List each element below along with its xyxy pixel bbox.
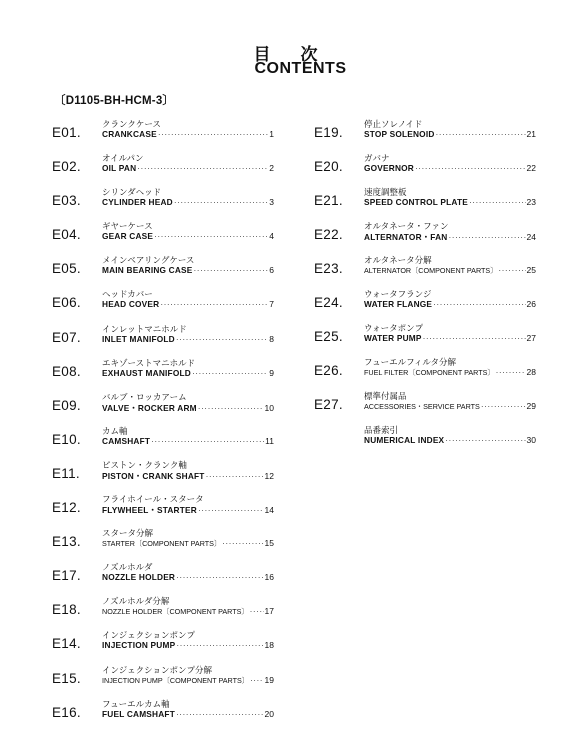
section-title: ACCESSORIES・SERVICE PARTS <box>364 402 480 411</box>
toc-entry[interactable] <box>314 288 536 322</box>
section-title: STOP SOLENOID <box>364 129 435 139</box>
section-title: CYLINDER HEAD <box>102 197 173 208</box>
section-code: E06. <box>52 295 81 311</box>
page-number: 4 <box>269 231 274 242</box>
section-code: E03. <box>52 193 81 209</box>
page-number: 28 <box>526 367 536 377</box>
dot-leader <box>176 709 264 719</box>
section-title: FUEL CAMSHAFT <box>102 708 175 719</box>
page-number: 2 <box>269 163 274 174</box>
section-title-japanese: フライホイール・スタータ <box>102 495 204 506</box>
toc-entry[interactable] <box>314 220 536 254</box>
toc-entry[interactable] <box>52 595 274 629</box>
section-title: CAMSHAFT <box>102 435 151 446</box>
section-code: E25. <box>314 329 343 344</box>
section-code: E09. <box>52 397 81 413</box>
section-title: PISTON・CRANK SHAFT <box>102 470 205 481</box>
toc-entry[interactable] <box>52 698 274 732</box>
dot-leader <box>176 640 263 650</box>
section-code: E05. <box>52 261 81 277</box>
section-line <box>102 197 274 207</box>
toc-entry[interactable] <box>52 220 274 254</box>
toc-entry[interactable] <box>52 629 274 663</box>
dot-leader <box>250 606 264 616</box>
page-number: 19 <box>264 674 274 685</box>
dot-leader <box>423 333 526 343</box>
section-line <box>102 163 274 173</box>
section-code: E13. <box>52 534 81 550</box>
section-code: E07. <box>52 329 81 345</box>
section-code: E10. <box>52 431 81 447</box>
section-code: E04. <box>52 227 81 243</box>
section-code: E21. <box>314 193 343 208</box>
page-number: 9 <box>269 367 274 378</box>
dot-leader <box>151 436 264 446</box>
section-title-japanese: フューエルフィルタ分解 <box>364 358 457 368</box>
page-number: 17 <box>264 606 274 617</box>
section-title: GOVERNOR <box>364 163 415 173</box>
toc-entry[interactable] <box>52 527 274 561</box>
section-code: E08. <box>52 363 81 379</box>
section-title: VALVE・ROCKER ARM <box>102 402 197 413</box>
section-code: E02. <box>52 159 81 175</box>
section-line <box>102 368 274 378</box>
section-title: ALTERNATOR・FAN <box>364 232 448 242</box>
page-number: 11 <box>265 435 274 446</box>
page-number: 18 <box>264 640 274 651</box>
page-title-japanese: 目次 <box>253 45 348 65</box>
section-title: INJECTION PUMP〔COMPONENT PARTS〕 <box>102 675 249 685</box>
dot-leader <box>448 232 525 242</box>
dot-leader <box>154 231 268 241</box>
section-code: E27. <box>314 397 343 412</box>
toc-entry[interactable] <box>314 424 536 458</box>
toc-entry[interactable] <box>52 561 274 595</box>
section-code: E22. <box>314 227 343 242</box>
section-title: WATER FLANGE <box>364 299 433 309</box>
dot-leader <box>222 538 263 548</box>
dot-leader <box>176 572 263 582</box>
section-title-japanese: クランクケース <box>102 120 161 130</box>
section-code: E15. <box>52 670 81 686</box>
page-number: 21 <box>526 129 536 139</box>
section-code: E14. <box>52 636 81 652</box>
page-number: 22 <box>526 163 536 173</box>
section-line <box>364 299 536 309</box>
section-title-japanese: インジェクションポンプ分解 <box>102 665 212 676</box>
section-title-japanese: 停止ソレノイド <box>364 120 423 130</box>
section-title: FUEL FILTER〔COMPONENT PARTS〕 <box>364 368 495 377</box>
toc-entry[interactable] <box>52 357 274 391</box>
section-title: NOZZLE HOLDER <box>102 572 176 583</box>
section-line <box>364 231 536 243</box>
toc-entry[interactable] <box>314 390 536 424</box>
section-title-japanese: オイルパン <box>102 154 144 165</box>
dot-leader <box>250 675 264 685</box>
section-line <box>102 129 274 139</box>
toc-entry[interactable] <box>314 322 536 356</box>
section-line <box>102 470 274 482</box>
page-number: 20 <box>264 708 274 719</box>
toc-entry[interactable] <box>314 254 536 288</box>
section-line <box>364 197 536 207</box>
section-title-japanese: ギヤーケース <box>102 222 153 233</box>
section-title: HEAD COVER <box>102 299 160 310</box>
section-title: MAIN BEARING CASE <box>102 265 193 276</box>
section-title-japanese: 品番索引 <box>364 426 399 436</box>
section-title: GEAR CASE <box>102 231 154 242</box>
section-line <box>364 401 536 412</box>
section-title: OIL PAN <box>102 163 137 174</box>
section-title-japanese: オルタネータ・ファン <box>364 222 449 232</box>
section-code: E17. <box>52 568 81 584</box>
section-title-japanese: スタータ分解 <box>102 529 154 540</box>
dot-leader <box>445 435 525 445</box>
section-code: E01. <box>52 125 81 140</box>
section-line <box>102 402 274 414</box>
section-code: E16. <box>52 704 81 720</box>
dot-leader <box>469 197 526 207</box>
section-title-japanese: カム軸 <box>102 426 128 437</box>
section-title: CRANKCASE <box>102 129 157 139</box>
section-title-japanese: ノズルホルダ <box>102 563 153 574</box>
toc-entry[interactable] <box>52 425 274 459</box>
section-code: E12. <box>52 500 81 516</box>
page-number: 24 <box>526 232 536 242</box>
dot-leader <box>174 197 268 207</box>
toc-entry[interactable] <box>314 186 536 220</box>
section-title-japanese: ピストン・クランク軸 <box>102 460 187 471</box>
toc-entry[interactable] <box>52 459 274 493</box>
section-title-japanese: ノズルホルダ分解 <box>102 597 170 608</box>
section-line <box>102 504 274 516</box>
toc-entry[interactable] <box>52 186 274 220</box>
dot-leader <box>192 368 268 378</box>
dot-leader <box>498 265 525 275</box>
page-number: 12 <box>264 470 274 481</box>
section-title-japanese: フューエルカム軸 <box>102 699 170 710</box>
section-code: E19. <box>314 125 343 140</box>
section-line <box>102 572 274 582</box>
toc-entry[interactable] <box>314 118 536 152</box>
dot-leader <box>481 401 526 411</box>
section-line <box>102 709 274 719</box>
toc-entry[interactable] <box>314 152 536 186</box>
section-line <box>102 606 274 617</box>
section-title-japanese: ヘッドカバー <box>102 290 153 301</box>
section-title-japanese: ウォータフランジ <box>364 290 432 300</box>
dot-leader <box>415 163 526 173</box>
toc-entry[interactable] <box>52 118 274 152</box>
page-number: 29 <box>526 401 536 411</box>
page-number: 8 <box>269 333 274 344</box>
section-line <box>364 265 536 276</box>
section-title-japanese: シリンダヘッド <box>102 188 162 199</box>
page-number: 14 <box>264 505 274 516</box>
section-title: NOZZLE HOLDER〔COMPONENT PARTS〕 <box>102 607 249 617</box>
section-line <box>364 367 536 378</box>
section-line <box>102 436 274 446</box>
section-code: E24. <box>314 295 343 310</box>
section-code: E18. <box>52 602 81 618</box>
page-number: 10 <box>264 402 274 413</box>
section-line <box>102 538 274 549</box>
page-title: CONTENTS <box>254 60 347 77</box>
section-title: EXHAUST MANIFOLD <box>102 367 191 378</box>
page-number: 1 <box>269 129 274 139</box>
dot-leader <box>198 505 264 515</box>
section-code: E11. <box>52 465 80 481</box>
section-code: E20. <box>314 159 343 174</box>
dot-leader <box>436 129 526 139</box>
section-title-japanese: バルブ・ロッカアーム <box>102 392 187 403</box>
section-title-japanese: インジェクションポンプ <box>102 631 195 642</box>
section-line <box>364 163 536 173</box>
section-line <box>364 333 536 343</box>
section-line <box>102 675 274 686</box>
section-title-japanese: 標準付属品 <box>364 392 407 402</box>
page-number: 15 <box>264 538 274 549</box>
toc-entry[interactable] <box>52 493 274 527</box>
section-line <box>102 640 274 650</box>
dot-leader <box>176 334 268 344</box>
toc-entry[interactable] <box>52 391 274 425</box>
section-line <box>364 129 536 139</box>
page-number: 6 <box>269 265 274 276</box>
section-title: INJECTION PUMP <box>102 640 176 651</box>
dot-leader <box>433 299 525 309</box>
page-number: 30 <box>526 435 536 445</box>
dot-leader <box>160 299 268 309</box>
page-number: 23 <box>526 197 536 207</box>
page-number: 26 <box>526 299 536 309</box>
section-title: FLYWHEEL・STARTER <box>102 505 197 516</box>
section-title-japanese: オルタネータ分解 <box>364 256 432 266</box>
model-code: 〔D1105-BH-HCM-3〕 <box>54 95 175 107</box>
section-line <box>102 231 274 241</box>
page-number: 25 <box>526 265 536 275</box>
section-title-japanese: エキゾーストマニホルド <box>102 358 196 369</box>
section-line <box>102 299 274 309</box>
dot-leader <box>496 367 526 377</box>
section-code: E26. <box>314 363 343 378</box>
page-number: 7 <box>269 299 274 310</box>
toc-entry[interactable] <box>314 356 536 390</box>
section-title-japanese: ウォータポンプ <box>364 324 424 334</box>
page-number: 3 <box>269 197 274 208</box>
section-title: WATER PUMP <box>364 333 422 343</box>
contents-left-column <box>52 118 274 732</box>
section-title-japanese: 速度調整板 <box>364 188 407 198</box>
dot-leader <box>158 129 268 139</box>
toc-entry[interactable] <box>52 664 274 698</box>
toc-entry[interactable] <box>52 288 274 322</box>
section-code: E23. <box>314 261 343 276</box>
section-title: ALTERNATOR〔COMPONENT PARTS〕 <box>364 266 498 275</box>
section-title: STARTER〔COMPONENT PARTS〕 <box>102 539 222 549</box>
section-line <box>102 265 274 275</box>
section-title: NUMERICAL INDEX <box>364 435 445 445</box>
section-title-japanese: メインベアリングケース <box>102 256 195 267</box>
toc-entry[interactable] <box>52 152 274 186</box>
page-number: 16 <box>264 572 274 583</box>
dot-leader <box>206 471 264 481</box>
dot-leader <box>198 403 264 413</box>
toc-entry[interactable] <box>52 254 274 288</box>
toc-entry[interactable] <box>52 323 274 357</box>
section-title: SPEED CONTROL PLATE <box>364 197 468 207</box>
section-title-japanese: ガバナ <box>364 154 390 164</box>
dot-leader <box>194 265 269 275</box>
section-title-japanese: インレットマニホルド <box>102 324 187 335</box>
section-line <box>364 435 536 445</box>
section-line <box>102 334 274 344</box>
contents-right-column <box>314 118 536 458</box>
dot-leader <box>137 163 268 173</box>
section-title: INLET MANIFOLD <box>102 333 175 344</box>
page-number: 27 <box>526 333 536 343</box>
